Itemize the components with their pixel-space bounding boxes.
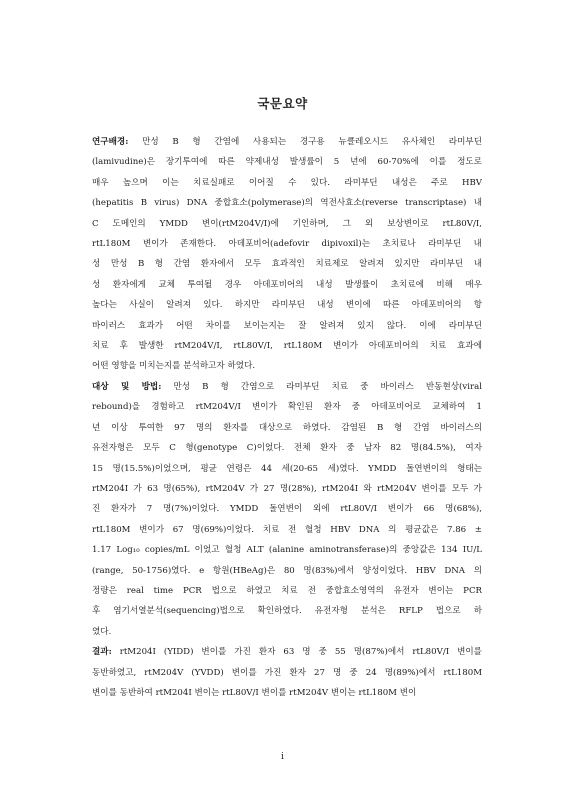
line-text: (lamivudine)은 장기투여에 따른 약제내성 발생률이 5 년에 60-70%에 이를 정도로: [92, 157, 482, 168]
text-line: [92, 683, 482, 703]
text-line: [92, 377, 482, 397]
line-text: 높다는 사실이 알려져 있다. 하지만 라미부딘 내성 변이에 따른 아데포비어의 항: [92, 300, 482, 311]
text-line: [92, 254, 482, 274]
page-number: i: [281, 752, 284, 762]
line-text: rtM204I (YIDD) 변이를 가진 환자 63 명 중 55 명(87%)에서 rtL80V/I 변이를: [111, 647, 482, 658]
line-text: 치료 후 발생한 rtM204V/I, rtL80V/I, rtL180M 변이가 아데포비어의 치료 효과에: [92, 341, 482, 352]
line-text: 만성 B 형 간염에 사용되는 경구용 뉴클레오시드 유사체인 라미부딘: [128, 137, 482, 147]
line-text: 정량은 real time PCR 법으로 하였고 치료 전 중합효소영역의 유전자 변이는 PCR: [92, 585, 482, 596]
line-text: 동반하였고, rtM204V (YVDD) 변이를 가진 환자 27 명 중 24 명(89%)에서 rtL180M: [92, 667, 482, 678]
text-line: [92, 479, 482, 499]
text-line: [92, 214, 482, 234]
section-label: 연구배경:: [92, 137, 129, 147]
line-text: 성 만성 B 형 간염 환자에서 모두 효과적인 치료제로 알려져 있지만 라미부딘 내: [92, 259, 482, 270]
text-line: [92, 561, 482, 581]
section-label: 결과:: [92, 647, 112, 658]
section-label: 대상 및 방법:: [92, 381, 162, 392]
line-text: 1.17 Log₁₀ copies/mL 이었고 혈청 ALT (alanine aminotransferase)의 중앙값은 134 IU/L: [92, 545, 482, 556]
line-text: 후 염기서열분석(sequencing)법으로 확인하였다. 유전자형 분석은 RFLP 법으로 하: [92, 606, 482, 617]
line-text: 바이러스 효과가 어떤 차이를 보이는지는 잘 알려져 있지 않다. 이에 라미부딘: [92, 320, 482, 331]
line-text: 였다.: [92, 626, 112, 637]
line-text: 15 명(15.5%)이었으며, 평균 연령은 44 세(20-65 세)였다. YMDD 돌연변이의 형태는: [92, 463, 482, 474]
text-line: [92, 275, 482, 295]
line-text: 년 이상 투여한 97 명의 환자를 대상으로 하였다. 감염된 B 형 간염 바이러스의: [92, 422, 482, 433]
line-text: C 도메인의 YMDD 변이(rtM204V/I)에 기인하며, 그 외 보상변이로 rtL80V/I,: [92, 218, 482, 229]
page-title: 국문요약: [257, 96, 308, 111]
line-text: 성 환자에게 교체 투여될 경우 아데포비어의 내성 발생률이 초치료에 비해 매우: [92, 279, 482, 290]
text-line: [92, 581, 482, 601]
text-line: [92, 601, 482, 621]
line-text: 진 환자가 7 명(7%)이었다. YMDD 돌연변이 외에 rtL80V/I 변이가 66 명(68%),: [92, 504, 482, 515]
text-line: [92, 295, 482, 315]
line-text: (range, 50-1756)였다. e 항원(HBeAg)은 80 명(83%)에서 양성이었다. HBV DNA 의: [92, 565, 482, 576]
line-text: 변이를 동반하여 rtM204I 변이는 rtL80V/I 변이를 rtM204V 변이는 rtL180M 변이: [92, 687, 417, 698]
text-line: [92, 316, 482, 336]
text-line: [92, 397, 482, 417]
text-line: [92, 418, 482, 438]
text-line: [92, 336, 482, 356]
line-text: rtM204I 가 63 명(65%), rtM204V 가 27 명(28%), rtM204I 와 rtM204V 변이를 모두 가: [92, 483, 482, 494]
text-line: [92, 499, 482, 519]
text-line: [92, 173, 482, 193]
text-line: [92, 520, 482, 540]
text-line: [92, 356, 482, 376]
line-text: 만성 B 형 간염으로 라미부딘 치료 중 바이러스 반동현상(viral: [161, 381, 482, 392]
line-text: (hepatitis B virus) DNA 중합효소(polymerase)의 역전사효소(reverse transcriptase) 내: [92, 198, 482, 209]
text-line: [92, 459, 482, 479]
text-line: [92, 234, 482, 254]
text-line: [92, 132, 482, 152]
line-text: 어떤 영향을 미치는지를 분석하고자 하였다.: [92, 361, 256, 372]
text-line: [92, 540, 482, 560]
line-text: rtL180M 변이가 존재한다. 아데포비어(adefovir dipivoxil)는 초치료나 라미부딘 내: [92, 239, 482, 250]
text-line: [92, 642, 482, 662]
abstract-body: [92, 132, 482, 703]
text-line: [92, 622, 482, 642]
line-text: 유전자형은 모두 C 형(genotype C)이었다. 전체 환자 중 남자 82 명(84.5%), 여자: [92, 443, 482, 454]
text-line: [92, 663, 482, 683]
line-text: rebound)을 경험하고 rtM204V/I 변이가 확인된 환자 중 아데포비어로 교체하여 1: [92, 402, 482, 413]
line-text: rtL180M 변이가 67 명(69%)이었다. 치료 전 혈청 HBV DNA 의 평균값은 7.86 ±: [92, 524, 482, 535]
text-line: [92, 438, 482, 458]
text-line: [92, 193, 482, 213]
line-text: 매우 높으며 이는 치료실패로 이어질 수 있다. 라미부딘 내성은 주로 HBV: [92, 177, 482, 188]
text-line: [92, 152, 482, 172]
